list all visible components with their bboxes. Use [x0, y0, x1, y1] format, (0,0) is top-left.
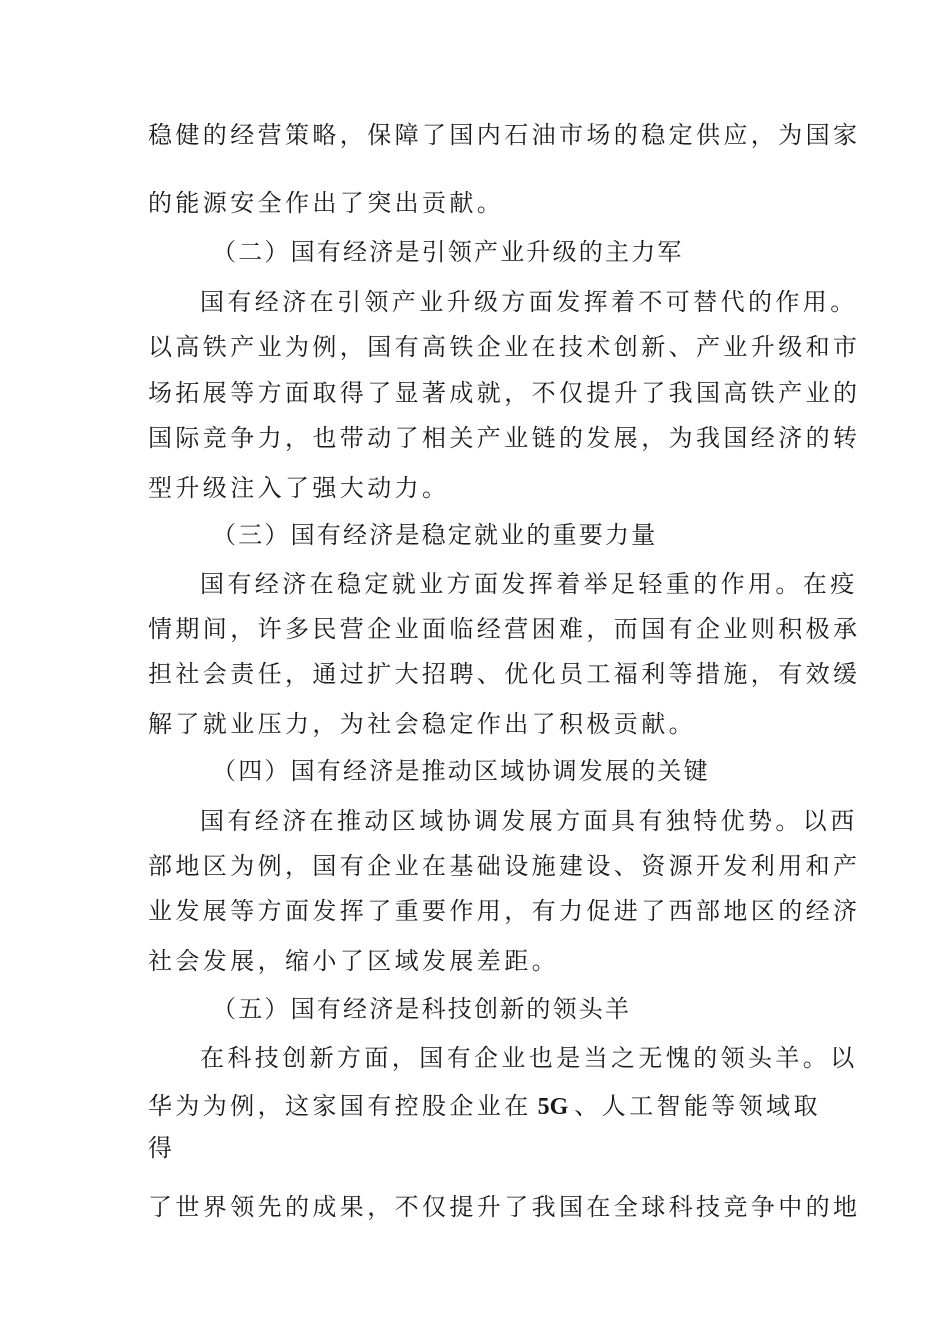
body-line: 国有经济在推动区域协调发展方面具有独特优势。以西	[200, 807, 858, 835]
body-line	[148, 1089, 821, 1123]
body-line: 型升级注入了强大动力。	[148, 474, 450, 502]
body-line: 以高铁产业为例，国有高铁企业在技术创新、产业升级和市	[148, 333, 861, 361]
body-line: 的能源安全作出了突出贡献。	[148, 189, 505, 217]
body-line: 国有经济在稳定就业方面发挥着举足轻重的作用。在疫	[200, 570, 858, 598]
body-line: 国际竞争力，也带动了相关产业链的发展，为我国经济的转	[148, 424, 861, 452]
body-line: 情期间，许多民营企业面临经营困难，而国有企业则积极承	[148, 615, 861, 643]
body-line: 社会发展，缩小了区域发展差距。	[148, 947, 559, 975]
section-heading: （三）国有经济是稳定就业的重要力量	[212, 521, 658, 549]
line-text: 、人工智能等领域取	[574, 1092, 821, 1120]
body-line: 得	[148, 1134, 176, 1162]
body-line: 稳健的经营策略，保障了国内石油市场的稳定供应，为国家	[148, 121, 861, 149]
body-line: 国有经济在引领产业升级方面发挥着不可替代的作用。	[200, 288, 858, 316]
section-heading: （五）国有经济是科技创新的领头羊	[212, 995, 632, 1023]
body-line: 解了就业压力，为社会稳定作出了积极贡献。	[148, 710, 696, 738]
body-line: 部地区为例，国有企业在基础设施建设、资源开发利用和产	[148, 852, 861, 880]
line-text: 华为为例，这家国有控股企业在	[148, 1092, 532, 1120]
bold-term: 5G	[537, 1094, 569, 1120]
body-line: 了世界领先的成果，不仅提升了我国在全球科技竞争中的地	[148, 1193, 861, 1221]
section-heading: （四）国有经济是推动区域协调发展的关键	[212, 757, 710, 785]
body-line: 业发展等方面发挥了重要作用，有力促进了西部地区的经济	[148, 897, 861, 925]
section-heading: （二）国有经济是引领产业升级的主力军	[212, 238, 684, 266]
body-line: 在科技创新方面，国有企业也是当之无愧的领头羊。以	[200, 1044, 858, 1072]
body-line: 担社会责任，通过扩大招聘、优化员工福利等措施，有效缓	[148, 660, 861, 688]
body-line: 场拓展等方面取得了显著成就，不仅提升了我国高铁产业的	[148, 379, 861, 407]
